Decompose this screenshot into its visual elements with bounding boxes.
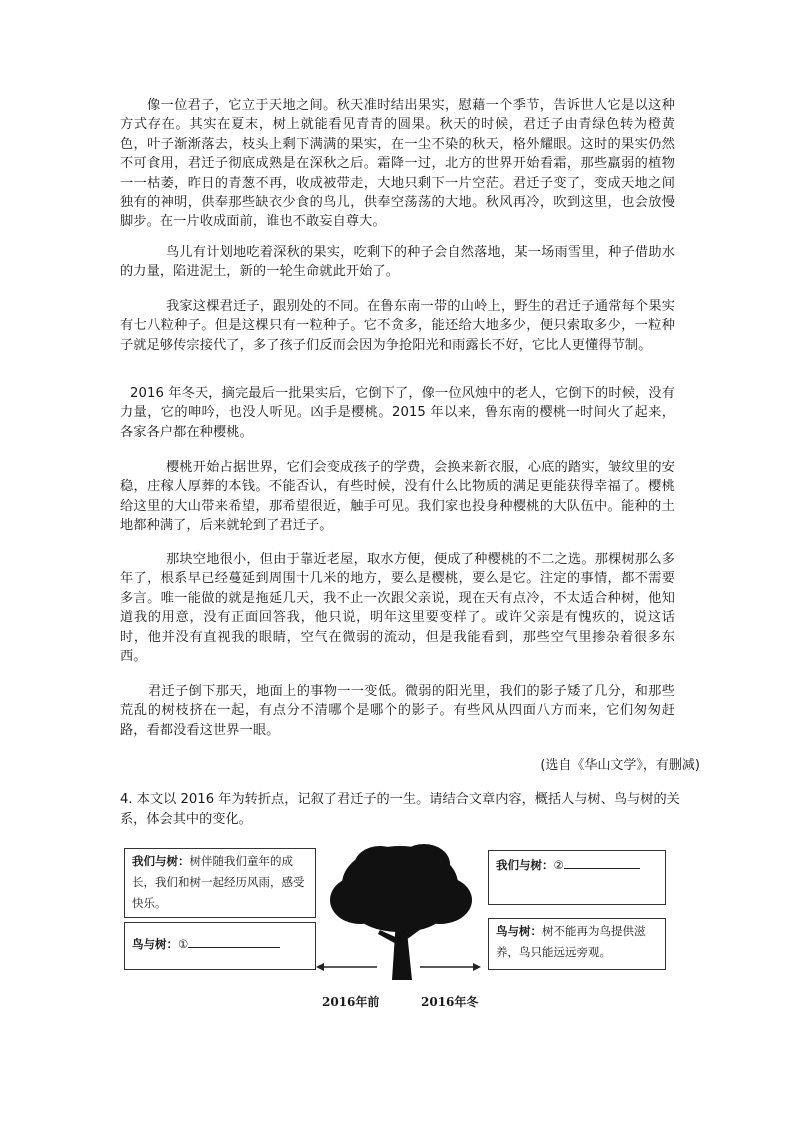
source-citation: (选自《华山文学》，有删减) — [540, 758, 700, 773]
paragraph-3: 我家这棵君迁子，跟别处的不同。在鲁东南一带的山岭上，野生的君迁子通常每个果实有七八粒种子。但是这棵只有一粒种子。它不贪多，能还给大地多少，便只索取多少，一粒种子就足够传宗接代了，多了孩子们反而会因为争抢阳光和雨露长不好，它比人更懂得节制。 — [120, 299, 675, 353]
box-bird-and-tree-before — [124, 922, 316, 970]
blank-2-marker: ② — [553, 858, 564, 872]
paragraph-7: 君迁子倒下那天，地面上的事物一一变低。微弱的阳光里，我们的影子矮了几分，和那些荒乱的树枝挤在一起，有点分不清哪个是哪个的影子。有些风从四面八方而来，它们匆匆赶路，看都没看这世界一眼。 — [120, 684, 675, 738]
box-label: 我们与树： — [132, 854, 190, 868]
box-we-and-tree-after — [488, 850, 666, 905]
answer-blank-1[interactable] — [188, 935, 280, 948]
paragraph-2: 鸟儿有计划地吃着深秋的果实，吃剩下的种子会自然落地，某一场雨雪里，种子借助水的力量，陷进泥土，新的一轮生命就此开始了。 — [120, 245, 675, 280]
label-winter-2016: 2016年冬 — [421, 995, 479, 1009]
timeline-arrows — [312, 957, 672, 977]
paragraph-5: 樱桃开始占据世界，它们会变成孩子的学费，会换来新衣服，心底的踏实，皱纹里的安稳，庄稼人厚葬的本钱。不能否认，有些时候，没有什么比物质的满足更能获得幸福了。樱桃给这里的大山带来希望，那希望很近，触手可见。我们家也投身种樱桃的大队伍中。能种的土地都种满了，后来就轮到了君迁子。 — [120, 460, 675, 534]
box-we-and-tree-before — [124, 848, 316, 918]
answer-blank-2[interactable] — [564, 856, 640, 869]
blank-1-marker: ① — [178, 937, 189, 951]
paragraph-6: 那块空地很小，但由于靠近老屋，取水方便，便成了种樱桃的不二之选。那棵树那么多年了，根系早已经蔓延到周围十几米的地方，要么是樱桃，要么是它。注定的事情，都不需要多言。唯一能做的就是拖延几天，我不止一次跟父亲说，现在天有点冷，不太适合种树，他知道我的用意，没有正面回答我，他只说，明年这里要变样了。或许父亲是有愧疚的，说这话时，他并没有直视我的眼睛，空气在微弱的流动，但是我能看到，那些空气里掺杂着很多东西。 — [120, 552, 675, 665]
box-text: 树伴随我们童年的成长，我们和树一起经历风雨，感受快乐。 — [132, 854, 305, 910]
box-text: 树不能再为鸟提供滋养，鸟只能远远旁观。 — [496, 924, 646, 959]
box-label: 鸟与树： — [496, 924, 542, 938]
box-label: 我们与树： — [496, 858, 554, 872]
paragraph-1: 像一位君子，它立于天地之间。秋天准时结出果实，慰藉一个季节，告诉世人它是以这种方式存在。其实在夏末，树上就能看见青青的圆果。秋天的时候，君迁子由青绿色转为橙黄色，叶子渐渐落去，枝头上剩下满满的果实，在一尘不染的秋天，格外耀眼。这时的果实仍然不可食用，君迁子彻底成熟是在深秋之后。霜降一过，北方的世界开始看霜，那些羸弱的植物一一枯萎，昨日的青葱不再，收成被带走，大地只剩下一片空茫。君迁子变了，变成天地之间独有的神明，供奉那些缺衣少食的鸟儿，供奉空荡荡的大地。秋风再冷，吹到这里，也会放慢脚步。在一片收成面前，谁也不敢妄自尊大。 — [120, 98, 675, 230]
label-before-2016: 2016年前 — [322, 995, 380, 1009]
question-4: 4. 本文以 2016 年为转折点，记叙了君迁子的一生。请结合文章内容，概括人与树、鸟与树的关系，体会其中的变化。 — [120, 792, 680, 827]
paragraph-4: 2016 年冬天，摘完最后一批果实后，它倒下了，像一位风烛中的老人，它倒下的时候，没有力量，它的呻吟，也没人听见。凶手是樱桃。2015 年以来，鲁东南的樱桃一时间火了起来，各家各户都在种樱桃。 — [120, 386, 675, 440]
box-label: 鸟与树： — [132, 937, 178, 951]
